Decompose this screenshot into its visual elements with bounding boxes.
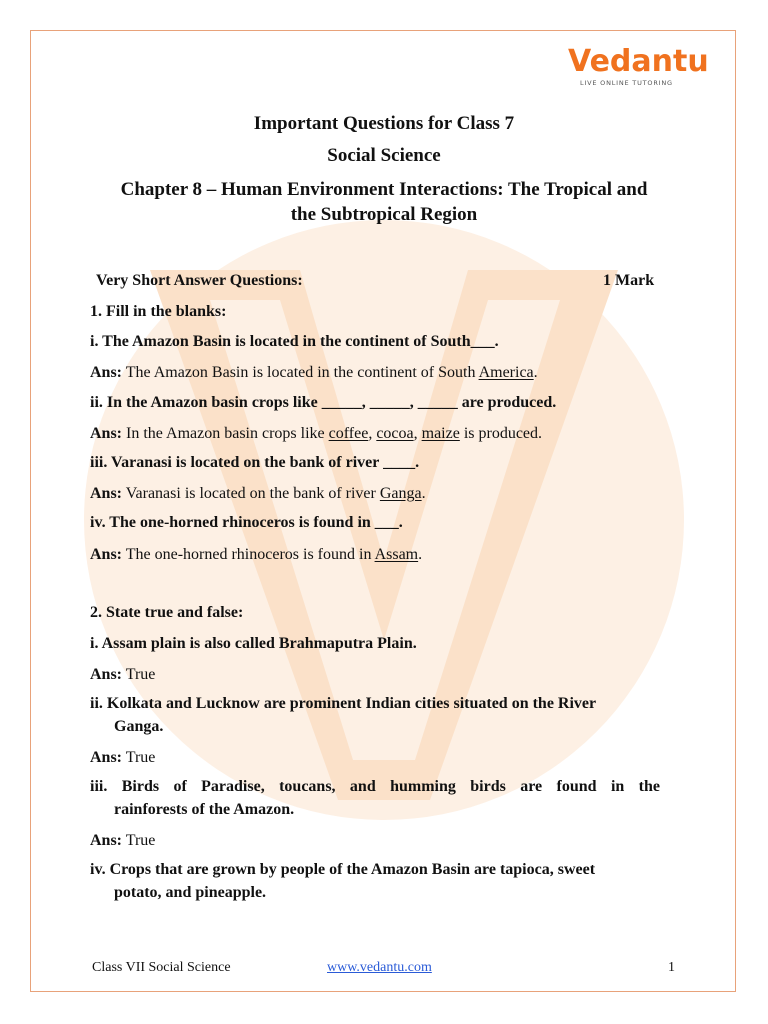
question-2-ii: ii. Kolkata and Lucknow are prominent Indian cities situated on the River bbox=[90, 695, 597, 712]
vedantu-logo bbox=[566, 44, 709, 92]
chapter-title-line1: Chapter 8 – Human Environment Interactions: The Tropical and bbox=[120, 179, 648, 200]
question-1-iv: iv. The one-horned rhinoceros is found in ___. bbox=[90, 514, 403, 531]
question-1-title: 1. Fill in the blanks: bbox=[90, 303, 227, 320]
answer-1-iii: Ans: Varanasi is located on the bank of river Ganga. bbox=[90, 485, 426, 502]
question-1-i: i. The Amazon Basin is located in the continent of South___. bbox=[90, 333, 499, 350]
footer-website-link[interactable]: www.vedantu.com bbox=[327, 960, 432, 975]
question-2-iv-cont: potato, and pineapple. bbox=[114, 884, 267, 901]
answer-2-iii: Ans: True bbox=[90, 832, 156, 849]
logo-tagline: LIVE ONLINE TUTORING bbox=[580, 79, 673, 87]
question-2-i: i. Assam plain is also called Brahmaputra Plain. bbox=[90, 635, 417, 652]
section-heading: Very Short Answer Questions: bbox=[96, 272, 303, 289]
answer-1-ii: Ans: In the Amazon basin crops like coffee, cocoa, maize is produced. bbox=[90, 425, 543, 442]
question-2-iii-cont: rainforests of the Amazon. bbox=[114, 801, 295, 818]
question-2-title: 2. State true and false: bbox=[90, 604, 244, 621]
logo-wordmark: Vedantu bbox=[568, 44, 709, 79]
page-number: 1 bbox=[668, 960, 675, 975]
answer-2-ii: Ans: True bbox=[90, 749, 156, 766]
question-2-ii-cont: Ganga. bbox=[114, 718, 164, 735]
chapter-title-line2: the Subtropical Region bbox=[290, 204, 478, 225]
question-2-iv: iv. Crops that are grown by people of the Amazon Basin are tapioca, sweet bbox=[90, 861, 596, 878]
question-1-iii: iii. Varanasi is located on the bank of river ____. bbox=[90, 454, 420, 471]
question-1-ii: ii. In the Amazon basin crops like _____, _____, _____ are produced. bbox=[90, 394, 557, 411]
document-subject: Social Science bbox=[327, 145, 441, 166]
question-2-iii: iii. Birds of Paradise, toucans, and humming birds are found in the bbox=[90, 778, 660, 795]
answer-2-i: Ans: True bbox=[90, 666, 156, 683]
footer-class-label: Class VII Social Science bbox=[92, 960, 231, 975]
section-marks: 1 Mark bbox=[603, 272, 655, 289]
answer-1-iv: Ans: The one-horned rhinoceros is found in Assam. bbox=[90, 546, 423, 563]
document-title: Important Questions for Class 7 bbox=[253, 113, 515, 134]
answer-1-i: Ans: The Amazon Basin is located in the continent of South America. bbox=[90, 364, 538, 381]
